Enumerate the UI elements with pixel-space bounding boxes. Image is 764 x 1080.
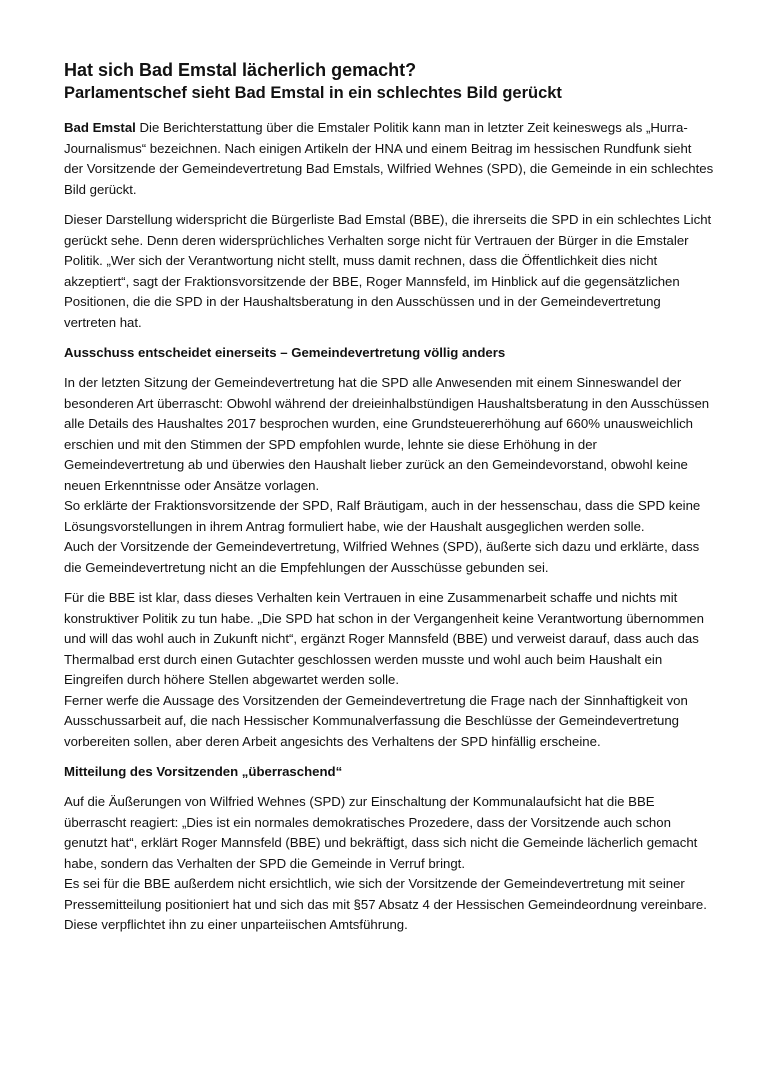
intro-paragraph bbox=[64, 118, 714, 200]
paragraph-5: Auf die Äußerungen von Wilfried Wehnes (SPD) zur Einschaltung der Kommunalaufsicht hat die BBE überrascht reagiert: „Dies ist ein normales demokratisches Prozedere, dass der Vorsitzende auch schon genutzt hat“, erklärt Roger Mannsfeld (BBE) und bekräftigt, dass sich nicht die Gemeinde lächerlich gemacht habe, sondern das Verhalten der SPD die Gemeinde in Verruf bringt. Es sei für die BBE außerdem nicht ersichtlich, wie sich der Vorsitzende der Gemeindevertretung mit seiner Pressemitteilung positioniert hat und sich das mit §57 Absatz 4 der Hessischen Gemeindeordnung vereinbare. Diese verpflichtet ihn zu einer unparteiischen Amtsführung. bbox=[64, 794, 707, 932]
intro-text: Die Berichterstattung über die Emstaler Politik kann man in letzter Zeit keineswegs als „Hurra-Journalismus“ bezeichnen. Nach einigen Artikeln der HNA und einem Beitrag im hessischen Rundfunk sieht der Vorsitzende der Gemeindevertretung Bad Emstals, Wilfried Wehnes (SPD), die Gemeinde in ein schlechtes Bild gerückt. bbox=[64, 120, 714, 197]
paragraph-2: Dieser Darstellung widerspricht die Bürgerliste Bad Emstal (BBE), die ihrerseits die SPD in ein schlechtes Licht gerückt sehe. Denn deren widersprüchliches Verhalten sorge nicht für Vertrauen der Bürger in die Emstaler Politik. „Wer sich der Verantwortung nicht stellt, muss damit rechnen, dass die Öffentlichkeit dies nicht akzeptiert“, sagt der Fraktionsvorsitzende der BBE, Roger Mannsfeld, im Hinblick auf die gegensätzlichen Positionen, die die SPD in der Haushaltsberatung in den Ausschüssen und in der Gemeindevertretung vertreten hat. bbox=[64, 212, 712, 330]
section-heading-mitteilung: Mitteilung des Vorsitzenden „überraschend“ bbox=[64, 764, 343, 779]
article-subtitle: Parlamentschef sieht Bad Emstal in ein schlechtes Bild gerückt bbox=[64, 84, 562, 102]
article-title: Hat sich Bad Emstal lächerlich gemacht? bbox=[64, 60, 417, 80]
paragraph-4: Für die BBE ist klar, dass dieses Verhalten kein Vertrauen in eine Zusammenarbeit schaffe und nichts mit konstruktiver Politik zu tun habe. „Die SPD hat schon in der Vergangenheit keine Verantwortung übernommen und will das wohl auch in Zukunft nicht“, ergänzt Roger Mannsfeld (BBE) und verweist darauf, dass auch das Thermalbad erst durch einen Gutachter geschlossen werden musste und wohl auch beim Haushalt ein Eingreifen durch höhere Stellen abgewartet werden solle. Ferner werfe die Aussage des Vorsitzenden der Gemeindevertretung die Frage nach der Sinnhaftigkeit von Ausschussarbeit auf, die nach Hessischer Kommunalverfassung die Beschlüsse der Gemeindevertretung vorbereiten sollen, aber deren Arbeit angesichts des Verhaltens der SPD hinfällig erscheine. bbox=[64, 590, 704, 749]
section-heading-ausschuss: Ausschuss entscheidet einerseits – Gemeindevertretung völlig anders bbox=[64, 345, 506, 360]
document-page bbox=[64, 58, 714, 946]
intro-lead: Bad Emstal bbox=[64, 120, 136, 135]
paragraph-3: In der letzten Sitzung der Gemeindevertretung hat die SPD alle Anwesenden mit einem Sinneswandel der besonderen Art überrascht: Obwohl während der dreieinhalbstündigen Haushaltsberatung in den Ausschüssen alle Details des Haushaltes 2017 besprochen wurden, eine Grundsteuererhöhung auf 660% unausweichlich erschien und mit den Stimmen der SPD empfohlen wurde, lehnte sie diese Erhöhung in der Gemeindevertretung ab und überwies den Haushalt lieber zurück an den Gemeindevorstand, obwohl keine neuen Erkenntnisse oder Ansätze vorlagen. So erklärte der Fraktionsvorsitzende der SPD, Ralf Bräutigam, auch in der hessenschau, dass die SPD keine Lösungsvorstellungen in ihrem Antrag formuliert habe, wie der Haushalt ausgeglichen werden solle. Auch der Vorsitzende der Gemeindevertretung, Wilfried Wehnes (SPD), äußerte sich dazu und erklärte, dass die Gemeindevertretung nicht an die Empfehlungen der Ausschüsse gebunden sei. bbox=[64, 375, 710, 575]
